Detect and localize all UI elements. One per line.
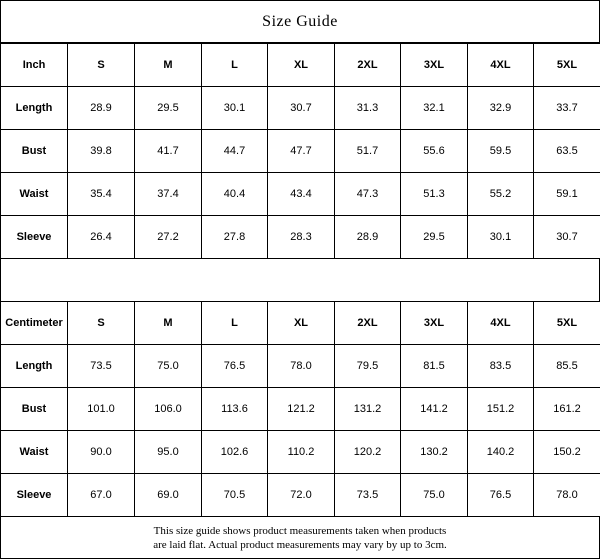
measurement-cell: 35.4 [68,173,135,216]
measurement-cell: 28.3 [268,216,335,259]
measurement-cell: 28.9 [335,216,401,259]
footnote [0,516,600,559]
measurement-cell: 26.4 [68,216,135,259]
measurement-label: Length [1,345,68,388]
size-header: 3XL [401,302,468,345]
measurement-cell: 47.7 [268,130,335,173]
unit-label-inch: Inch [1,44,68,87]
measurement-cell: 29.5 [401,216,468,259]
measurement-label: Length [1,87,68,130]
measurement-label: Bust [1,388,68,431]
measurement-cell: 73.5 [335,474,401,517]
inch-size-table [0,43,600,259]
centimeter-size-table [0,301,600,517]
measurement-cell: 40.4 [202,173,268,216]
size-header: S [68,302,135,345]
measurement-cell: 27.2 [135,216,202,259]
measurement-label: Bust [1,130,68,173]
measurement-cell: 79.5 [335,345,401,388]
measurement-cell: 121.2 [268,388,335,431]
measurement-cell: 51.3 [401,173,468,216]
size-header: 4XL [468,44,534,87]
measurement-cell: 72.0 [268,474,335,517]
table-row [1,87,600,130]
measurement-cell: 83.5 [468,345,534,388]
measurement-cell: 28.9 [68,87,135,130]
unit-label-centimeter: Centimeter [1,302,68,345]
measurement-cell: 69.0 [135,474,202,517]
size-header: 3XL [401,44,468,87]
measurement-cell: 102.6 [202,431,268,474]
measurement-cell: 130.2 [401,431,468,474]
size-header: M [135,44,202,87]
measurement-cell: 95.0 [135,431,202,474]
measurement-cell: 51.7 [335,130,401,173]
measurement-cell: 30.1 [202,87,268,130]
table-row [1,431,600,474]
measurement-label: Sleeve [1,216,68,259]
measurement-cell: 59.1 [534,173,600,216]
page-title: Size Guide [0,0,600,43]
measurement-cell: 90.0 [68,431,135,474]
measurement-cell: 140.2 [468,431,534,474]
footnote-line-1: This size guide shows product measurements taken when products [153,524,447,537]
measurement-cell: 161.2 [534,388,600,431]
measurement-cell: 30.1 [468,216,534,259]
measurement-cell: 110.2 [268,431,335,474]
measurement-cell: 75.0 [401,474,468,517]
table-row [1,474,600,517]
measurement-cell: 113.6 [202,388,268,431]
measurement-cell: 29.5 [135,87,202,130]
measurement-cell: 85.5 [534,345,600,388]
size-header: L [202,44,268,87]
measurement-cell: 141.2 [401,388,468,431]
measurement-cell: 55.6 [401,130,468,173]
measurement-cell: 76.5 [468,474,534,517]
size-header: 2XL [335,44,401,87]
measurement-cell: 76.5 [202,345,268,388]
measurement-label: Sleeve [1,474,68,517]
measurement-label: Waist [1,431,68,474]
table-row [1,388,600,431]
measurement-cell: 47.3 [335,173,401,216]
table-row [1,216,600,259]
measurement-cell: 39.8 [68,130,135,173]
measurement-cell: 73.5 [68,345,135,388]
size-header: 5XL [534,44,600,87]
measurement-cell: 101.0 [68,388,135,431]
table-header-row [1,44,600,87]
measurement-cell: 78.0 [534,474,600,517]
measurement-cell: 78.0 [268,345,335,388]
measurement-cell: 32.1 [401,87,468,130]
measurement-label: Waist [1,173,68,216]
table-spacer [0,258,600,301]
size-header: M [135,302,202,345]
measurement-cell: 44.7 [202,130,268,173]
measurement-cell: 31.3 [335,87,401,130]
measurement-cell: 30.7 [268,87,335,130]
size-header: 5XL [534,302,600,345]
size-header: 2XL [335,302,401,345]
measurement-cell: 106.0 [135,388,202,431]
table-header-row [1,302,600,345]
measurement-cell: 32.9 [468,87,534,130]
measurement-cell: 43.4 [268,173,335,216]
table-row [1,173,600,216]
footnote-line-2: are laid flat. Actual product measurements may vary by up to 3cm. [153,538,447,551]
table-row [1,130,600,173]
measurement-cell: 70.5 [202,474,268,517]
size-header: S [68,44,135,87]
measurement-cell: 150.2 [534,431,600,474]
measurement-cell: 55.2 [468,173,534,216]
measurement-cell: 75.0 [135,345,202,388]
size-header: XL [268,44,335,87]
measurement-cell: 30.7 [534,216,600,259]
size-header: 4XL [468,302,534,345]
measurement-cell: 67.0 [68,474,135,517]
measurement-cell: 81.5 [401,345,468,388]
measurement-cell: 63.5 [534,130,600,173]
measurement-cell: 151.2 [468,388,534,431]
measurement-cell: 131.2 [335,388,401,431]
measurement-cell: 33.7 [534,87,600,130]
measurement-cell: 41.7 [135,130,202,173]
measurement-cell: 37.4 [135,173,202,216]
measurement-cell: 27.8 [202,216,268,259]
measurement-cell: 59.5 [468,130,534,173]
size-header: L [202,302,268,345]
table-row [1,345,600,388]
measurement-cell: 120.2 [335,431,401,474]
size-header: XL [268,302,335,345]
